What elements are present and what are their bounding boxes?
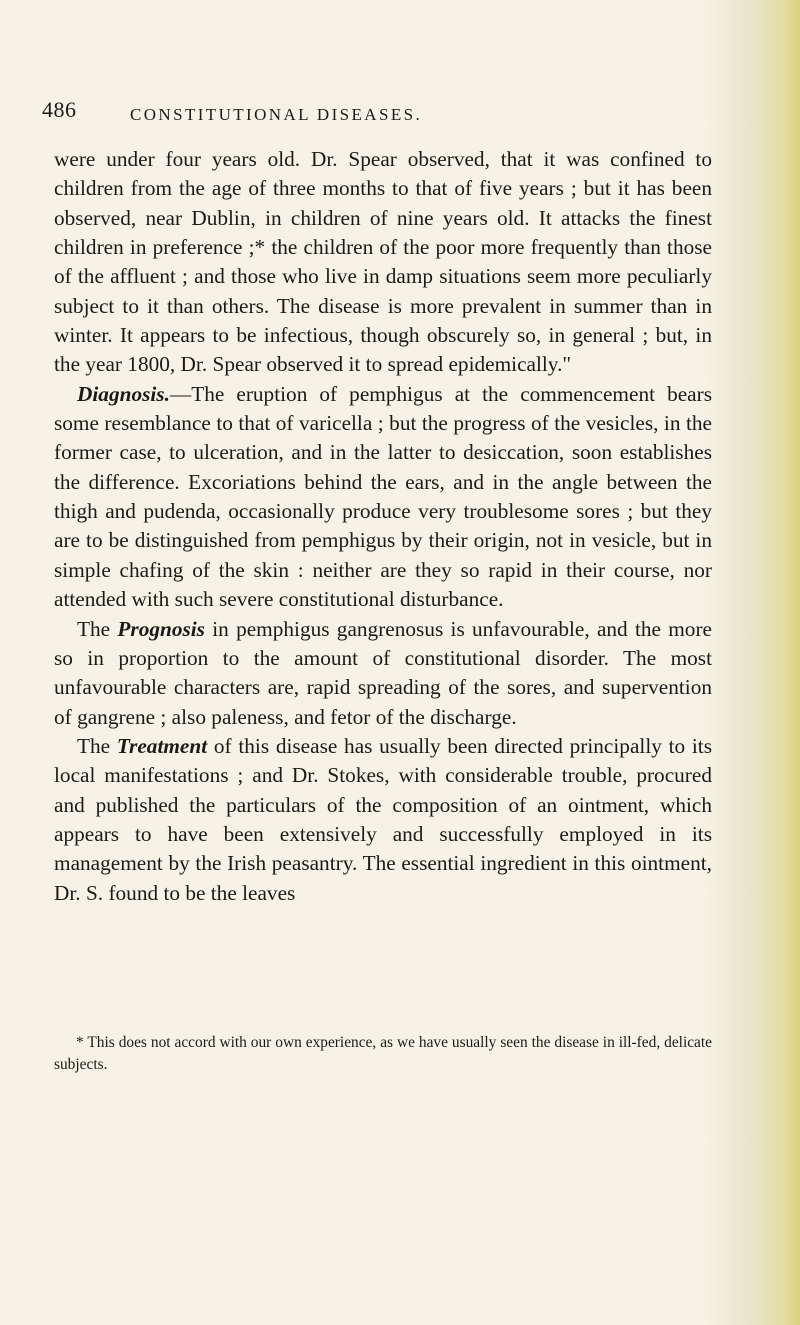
footnote-text: * This does not accord with our own experience, as we have usually seen the disease in ill-fed, delicate subjects. bbox=[54, 1034, 712, 1073]
page-header bbox=[42, 97, 722, 127]
running-head: CONSTITUTIONAL DISEASES. bbox=[130, 105, 423, 124]
prognosis-heading: Prognosis bbox=[117, 616, 205, 641]
paragraph-continuation: were under four years old. Dr. Spear observed, that it was confined to children from the age of three months to that of five years ; but it has been observed, near Dublin, in children of nine years old. It attacks the finest children in preference ;* the children of the poor more frequently than those of the affluent ; and those who live in damp situations seem more peculiarly subject to it than others. The disease is more prevalent in summer than in winter. It appears to be infectious, though obscurely so, in general ; but, in the year 1800, Dr. Spear observed it to spread epidemically." bbox=[54, 147, 712, 377]
diagnosis-heading: Diagnosis. bbox=[77, 381, 170, 406]
body-text bbox=[54, 145, 712, 908]
page-edge-shading bbox=[758, 0, 800, 1325]
paragraph-prognosis: The Prognosis in pemphigus gangrenosus is unfavourable, and the more so in proportion to the amount of constitutional disorder. The most unfavourable characters are, rapid spreading of the sores, and supervention of gangrene ; also paleness, and fetor of the discharge. bbox=[54, 616, 713, 729]
treatment-heading: Treatment bbox=[116, 733, 208, 758]
paragraph-diagnosis: Diagnosis.—The eruption of pemphigus at the commencement bears some resemblance to that of varicella ; but the progress of the vesicles, in the former case, to ulceration, and in the latter to desiccation, soon establishes the difference. Excoriations behind the ears, and in the angle between the thigh and pudenda, occasionally produce very troublesome sores ; but they are to be distinguished from pemphigus by their origin, not in vesicle, but in simple chafing of the skin : neither are they so rapid in their course, nor attended with such severe constitutional disturbance. bbox=[54, 381, 712, 612]
page-number: 486 bbox=[42, 97, 77, 122]
paragraph-treatment: The Treatment of this disease has usually been directed principally to its local manifestations ; and Dr. Stokes, with considerable trouble, procured and published the particulars of the composition of an ointment, which appears to have been extensively and successfully employed in its management by the Irish peasantry. The essential ingredient in this ointment, Dr. S. found to be the leaves bbox=[54, 733, 713, 905]
footnote bbox=[54, 1032, 712, 1076]
